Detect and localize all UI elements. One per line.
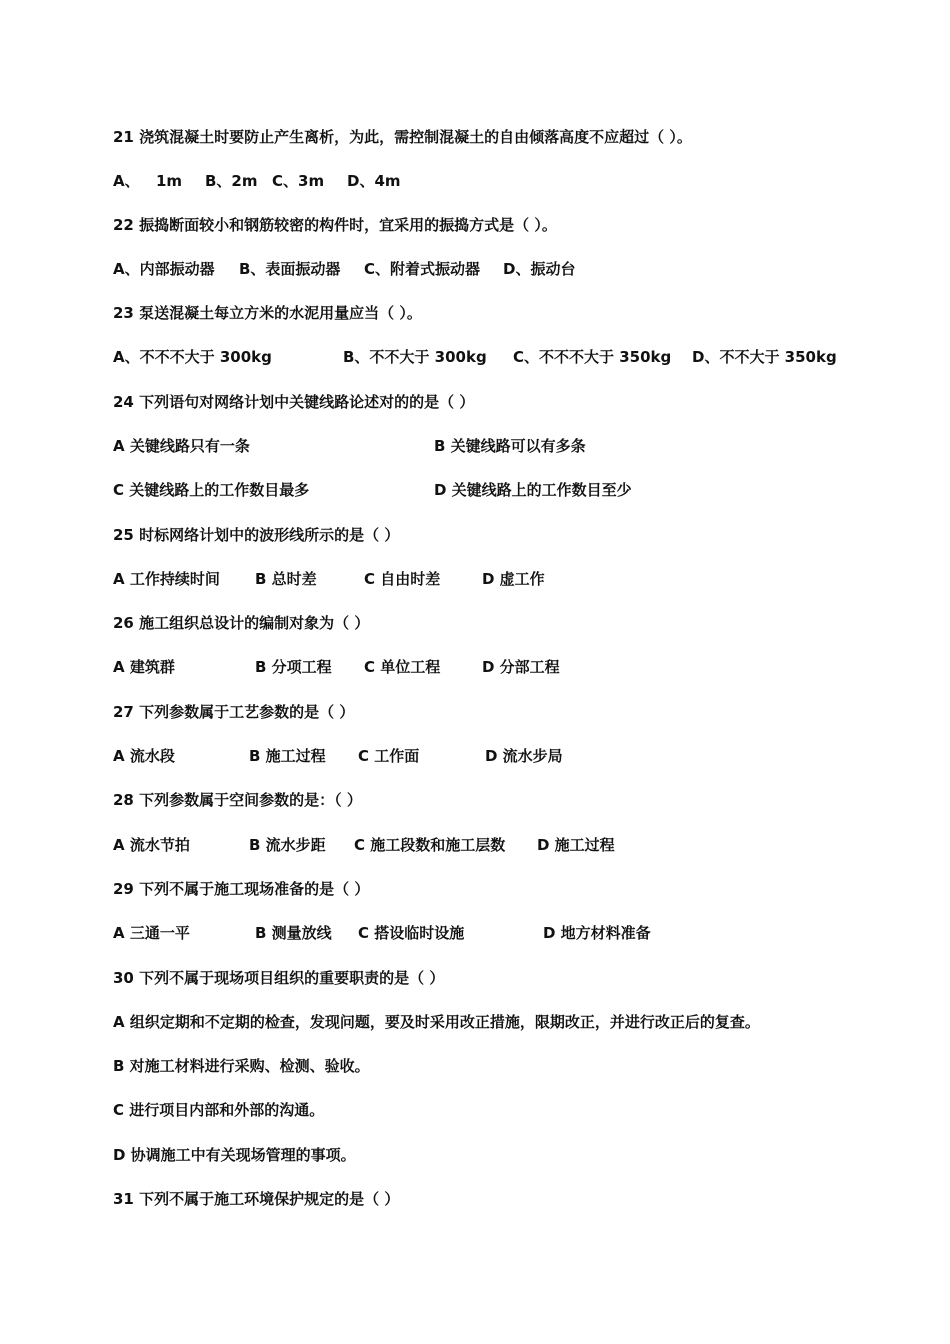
option-text: A 流水节拍 xyxy=(113,836,190,854)
option-text: C 进行项目内部和外部的沟通。 xyxy=(113,1101,325,1119)
option-text: D 施工过程 xyxy=(537,836,615,854)
option-text: 1m xyxy=(156,172,183,190)
option-text: B 施工过程 xyxy=(249,747,326,765)
option-text: A、内部振动器 xyxy=(113,260,215,278)
option-text: C、3m xyxy=(272,172,325,190)
option-text: D、4m xyxy=(347,172,401,190)
option-text: C、不不不大于 350kg xyxy=(513,348,672,366)
question-text: 30 下列不属于现场项目组织的重要职责的是（ ） xyxy=(113,969,445,987)
option-text: D 分部工程 xyxy=(482,658,560,676)
option-text: C 关键线路上的工作数目最多 xyxy=(113,481,310,499)
option-text: B、表面振动器 xyxy=(239,260,341,278)
option-text: C 施工段数和施工层数 xyxy=(354,836,506,854)
option-text: A 关键线路只有一条 xyxy=(113,437,250,455)
option-text: B 测量放线 xyxy=(255,924,332,942)
question-text: 29 下列不属于施工现场准备的是（ ） xyxy=(113,880,370,898)
question-text: 22 振捣断面较小和钢筋较密的构件时，宜采用的振捣方式是（ ）。 xyxy=(113,216,557,234)
question-text: 23 泵送混凝土每立方米的水泥用量应当（ ）。 xyxy=(113,304,422,322)
option-text: B 对施工材料进行采购、检测、验收。 xyxy=(113,1057,370,1075)
option-text: B 分项工程 xyxy=(255,658,332,676)
option-text: A 建筑群 xyxy=(113,658,175,676)
question-text: 21 浇筑混凝土时要防止产生离析，为此，需控制混凝土的自由倾落高度不应超过（ ）。 xyxy=(113,128,692,146)
option-text: C 工作面 xyxy=(358,747,420,765)
option-text: A 工作持续时间 xyxy=(113,570,220,588)
option-text: D 虚工作 xyxy=(482,570,545,588)
option-text: A 流水段 xyxy=(113,747,175,765)
option-text: B 关键线路可以有多条 xyxy=(434,437,586,455)
question-text: 24 下列语句对网络计划中关键线路论述对的的是（ ） xyxy=(113,393,475,411)
option-text: D 流水步局 xyxy=(485,747,563,765)
option-text: A、 xyxy=(113,172,140,190)
option-text: C、附着式振动器 xyxy=(364,260,481,278)
option-text: B、不不大于 300kg xyxy=(343,348,487,366)
option-text: A 三通一平 xyxy=(113,924,190,942)
option-text: D、不不大于 350kg xyxy=(692,348,837,366)
option-text: C 搭设临时设施 xyxy=(358,924,465,942)
option-text: B、2m xyxy=(205,172,258,190)
option-text: B 流水步距 xyxy=(249,836,326,854)
option-text: B 总时差 xyxy=(255,570,317,588)
option-text: D 协调施工中有关现场管理的事项。 xyxy=(113,1146,356,1164)
question-text: 28 下列参数属于空间参数的是：（ ） xyxy=(113,791,362,809)
question-text: 25 时标网络计划中的波形线所示的是（ ） xyxy=(113,526,400,544)
option-text: A、不不不大于 300kg xyxy=(113,348,272,366)
option-text: C 单位工程 xyxy=(364,658,441,676)
option-text: D、振动台 xyxy=(503,260,576,278)
question-text: 31 下列不属于施工环境保护规定的是（ ） xyxy=(113,1190,400,1208)
option-text: D 地方材料准备 xyxy=(543,924,651,942)
question-text: 27 下列参数属于工艺参数的是（ ） xyxy=(113,703,355,721)
option-text: C 自由时差 xyxy=(364,570,441,588)
option-text: D 关键线路上的工作数目至少 xyxy=(434,481,632,499)
question-text: 26 施工组织总设计的编制对象为（ ） xyxy=(113,614,370,632)
option-text: A 组织定期和不定期的检查，发现问题，要及时采用改正措施，限期改正，并进行改正后的复查。 xyxy=(113,1013,760,1031)
